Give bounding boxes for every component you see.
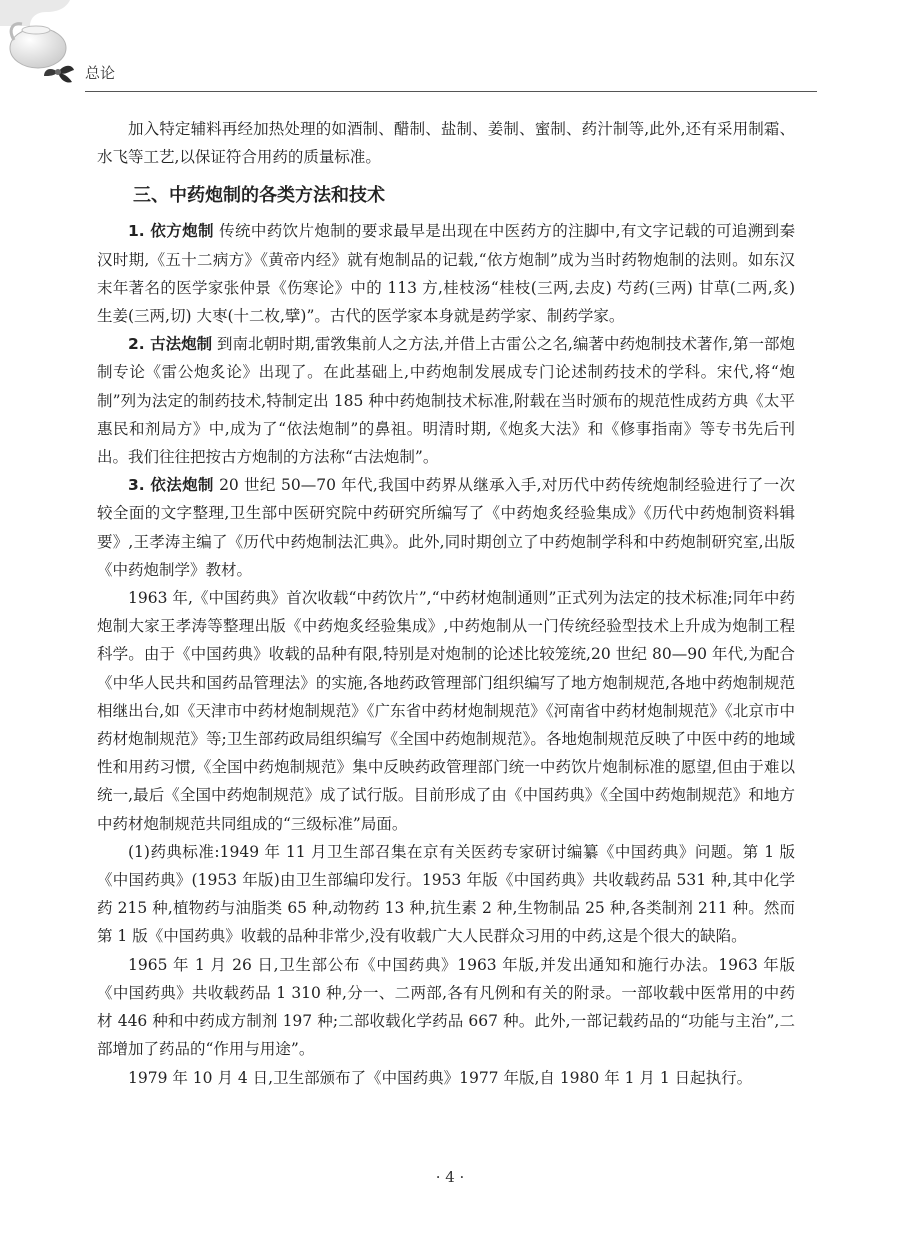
method-item-2	[97, 330, 795, 471]
body-paragraph: (1)药典标准:1949 年 11 月卫生部召集在京有关医药专家研讨编纂《中国药典》问题。第 1 版《中国药典》(1953 年版)由卫生部编印发行。1953 年版《中国药典》共收载药品 531 种,其中化学药 215 种,植物药与油脂类 65 种,动物药 13 种,抗生素 2 种,生物制品 25 种,各类制剂 211 种。然而第 1 版《中国药典》收载的品种非常少,没有收载广大人民群众习用的中药,这是个很大的缺陷。	[97, 842, 795, 946]
section-heading: 三、中药炮制的各类方法和技术	[133, 185, 385, 207]
teapot-blossom-icon	[0, 0, 90, 100]
page-body	[97, 115, 795, 1092]
method-item-3	[97, 471, 795, 584]
body-paragraph: 1979 年 10 月 4 日,卫生部颁布了《中国药典》1977 年版,自 1980 年 1 月 1 日起执行。	[128, 1068, 753, 1087]
intro-paragraph: 加入特定辅料再经加热处理的如酒制、醋制、盐制、姜制、蜜制、药汁制等,此外,还有采用制霜、水飞等工艺,以保证符合用药的质量标准。	[97, 120, 795, 167]
page-number: · 4 ·	[435, 1168, 465, 1186]
body-paragraph: 1965 年 1 月 26 日,卫生部公布《中国药典》1963 年版,并发出通知和施行办法。1963 年版《中国药典》共收载药品 1 310 种,分一、二两部,各有凡例和有关的附录。一部收载中医常用的中药材 446 种和中药成方制剂 197 种;二部收载化学药品 667 种。此外,一部记载药品的“功能与主治”,二部增加了药品的“作用与用途”。	[97, 955, 795, 1059]
running-head-title: 总论	[85, 64, 116, 82]
method-item-3-lead: 3. 依法炮制	[128, 476, 214, 495]
method-item-3-text: 20 世纪 50—70 年代,我国中药界从继承入手,对历代中药传统炮制经验进行了一次较全面的文字整理,卫生部中医研究院中药研究所编写了《中药炮炙经验集成》《历代中药炮制资料辑要》,王孝涛主编了《历代中药炮制法汇典》。此外,同时期创立了中药炮制学科和中药炮制研究室,出版《中药炮制学》教材。	[97, 476, 795, 579]
method-item-1	[97, 217, 795, 330]
page-header	[0, 0, 900, 100]
method-item-2-text: 到南北朝时期,雷敩集前人之方法,并借上古雷公之名,编著中药炮制技术著作,第一部炮制专论《雷公炮炙论》出现了。在此基础上,中药炮制发展成专门论述制药技术的学科。宋代,将“炮制”列为法定的制药技术,特制定出 185 种中药炮制技术标准,附载在当时颁布的规范性成药方典《太平惠民和剂局方》中,成为了“依法炮制”的鼻祖。明清时期,《炮炙大法》和《修事指南》等专书先后刊出。我们往往把按古方炮制的方法称“古法炮制”。	[97, 335, 795, 467]
body-paragraph: 1963 年,《中国药典》首次收载“中药饮片”,“中药材炮制通则”正式列为法定的技术标准;同年中药炮制大家王孝涛等整理出版《中药炮炙经验集成》,中药炮制从一门传统经验型技术上升成为炮制工程科学。由于《中国药典》收载的品种有限,特别是对炮制的论述比较笼统,20 世纪 80—90 年代,为配合《中华人民共和国药品管理法》的实施,各地药政管理部门组织编写了地方炮制规范,各地中药炮制规范相继出台,如《天津市中药材炮制规范》《广东省中药材炮制规范》《河南省中药材炮制规范》《北京市中药材炮制规范》等;卫生部药政局组织编写《全国中药炮制规范》。各地炮制规范反映了中医中药的地域性和用药习惯,《全国中药炮制规范》集中反映药政管理部门统一中药饮片炮制标准的愿望,但由于难以统一,最后《全国中药炮制规范》成了试行版。目前形成了由《中国药典》《全国中药炮制规范》和地方中药材炮制规范共同组成的“三级标准”局面。	[97, 589, 795, 833]
header-rule	[85, 91, 817, 92]
method-item-1-lead: 1. 依方炮制	[128, 222, 214, 241]
method-item-1-text: 传统中药饮片炮制的要求最早是出现在中医药方的注脚中,有文字记载的可追溯到秦汉时期,《五十二病方》《黄帝内经》就有炮制品的记载,“依方炮制”成为当时药物炮制的法则。如东汉末年著名的医学家张仲景《伤寒论》中的 113 方,桂枝汤“桂枝(三两,去皮) 芍药(三两) 甘草(二两,炙) 生姜(三两,切) 大枣(十二枚,擘)”。古代的医学家本身就是药学家、制药学家。	[97, 222, 795, 326]
method-item-2-lead: 2. 古法炮制	[128, 335, 213, 354]
